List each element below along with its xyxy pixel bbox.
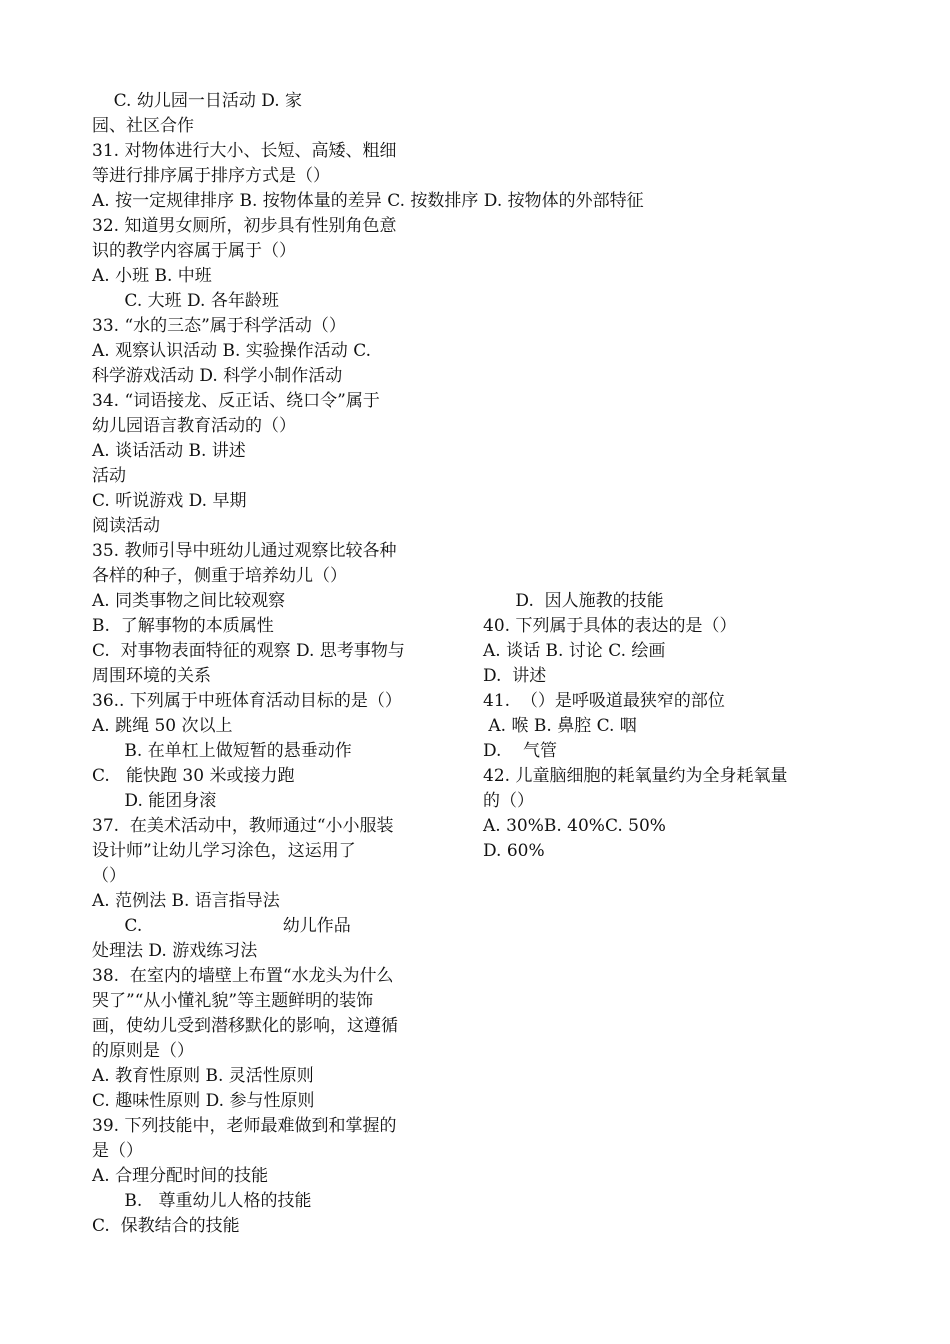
left-text-line: A. 合理分配时间的技能: [92, 1166, 269, 1186]
left-text-line: A. 同类事物之间比较观察: [92, 591, 286, 611]
left-text-line: 幼儿园语言教育活动的（）: [92, 416, 296, 436]
left-text-line: B. 了解事物的本质属性: [92, 616, 274, 636]
left-text-line: 周围环境的关系: [92, 666, 211, 686]
left-text-line: C. 大班 D. 各年龄班: [92, 291, 279, 311]
left-text-line: D. 能团身滚: [92, 791, 217, 811]
left-text-line: 画，使幼儿受到潜移默化的影响，这遵循: [92, 1016, 398, 1036]
left-text-line: 是（）: [92, 1141, 143, 1161]
left-text-line: 37. 在美术活动中，教师通过“小小服装: [92, 816, 394, 836]
left-text-line: 阅读活动: [92, 516, 160, 536]
right-text-line: D. 讲述: [483, 666, 547, 686]
left-text-line: C. 保教结合的技能: [92, 1216, 240, 1236]
left-text-line: （）: [92, 866, 126, 886]
left-text-line: 32. 知道男女厕所，初步具有性别角色意: [92, 216, 397, 236]
right-text-line: 的（）: [483, 791, 534, 811]
right-text-line: 41. （）是呼吸道最狭窄的部位: [483, 691, 725, 711]
left-text-line: 科学游戏活动 D. 科学小制作活动: [92, 366, 343, 386]
left-text-line: C. 幼儿作品: [92, 916, 351, 936]
left-text-line: 的原则是（）: [92, 1041, 194, 1061]
left-text-line: B. 在单杠上做短暂的悬垂动作: [92, 741, 352, 761]
left-text-line: 设计师”让幼儿学习涂色，这运用了: [92, 841, 356, 861]
right-text-line: A. 喉 B. 鼻腔 C. 咽: [483, 716, 637, 736]
left-text-line: B. 尊重幼儿人格的技能: [92, 1191, 312, 1211]
right-text-line: 40. 下列属于具体的表达的是（）: [483, 616, 737, 636]
right-text-line: D. 因人施教的技能: [483, 591, 664, 611]
left-text-line: 31. 对物体进行大小、长短、高矮、粗细: [92, 141, 397, 161]
left-text-line: C. 能快跑 30 米或接力跑: [92, 766, 295, 786]
left-text-line: 35. 教师引导中班幼儿通过观察比较各种: [92, 541, 397, 561]
left-text-line: A. 教育性原则 B. 灵活性原则: [92, 1066, 314, 1086]
right-column: [483, 589, 923, 864]
right-text-line: A. 谈话 B. 讨论 C. 绘画: [483, 641, 666, 661]
left-text-line: A. 按一定规律排序 B. 按物体量的差异 C. 按数排序 D. 按物体的外部特征: [92, 191, 644, 211]
left-text-line: A. 谈话活动 B. 讲述: [92, 441, 246, 461]
left-text-line: C. 对事物表面特征的观察 D. 思考事物与: [92, 641, 405, 661]
left-text-line: 识的教学内容属于属于（）: [92, 241, 296, 261]
left-text-line: 34. “词语接龙、反正话、绕口令”属于: [92, 391, 380, 411]
right-text-line: D. 60%: [483, 841, 545, 861]
right-text-line: D. 气管: [483, 741, 558, 761]
left-text-line: A. 跳绳 50 次以上: [92, 716, 233, 736]
left-text-line: 哭了”“从小懂礼貌”等主题鲜明的装饰: [92, 991, 374, 1011]
left-text-line: 活动: [92, 466, 126, 486]
left-text-line: 39. 下列技能中，老师最难做到和掌握的: [92, 1116, 397, 1136]
left-text-line: C. 趣味性原则 D. 参与性原则: [92, 1091, 315, 1111]
left-text-line: 园、社区合作: [92, 116, 194, 136]
left-text-line: 38. 在室内的墙壁上布置“水龙头为什么: [92, 966, 394, 986]
left-text-line: 各样的种子，侧重于培养幼儿（）: [92, 566, 347, 586]
right-text-line: 42. 儿童脑细胞的耗氧量约为全身耗氧量: [483, 766, 788, 786]
left-text-line: A. 范例法 B. 语言指导法: [92, 891, 280, 911]
right-text-line: A. 30%B. 40%C. 50%: [483, 816, 666, 836]
left-text-line: C. 幼儿园一日活动 D. 家: [92, 91, 303, 111]
left-text-line: 等进行排序属于排序方式是（）: [92, 166, 330, 186]
left-text-line: A. 小班 B. 中班: [92, 266, 212, 286]
left-text-line: 处理法 D. 游戏练习法: [92, 941, 258, 961]
left-text-line: A. 观察认识活动 B. 实验操作活动 C.: [92, 341, 371, 361]
left-text-line: 33. “水的三态”属于科学活动（）: [92, 316, 346, 336]
left-text-line: C. 听说游戏 D. 早期: [92, 491, 247, 511]
left-text-line: 36.. 下列属于中班体育活动目标的是（）: [92, 691, 402, 711]
